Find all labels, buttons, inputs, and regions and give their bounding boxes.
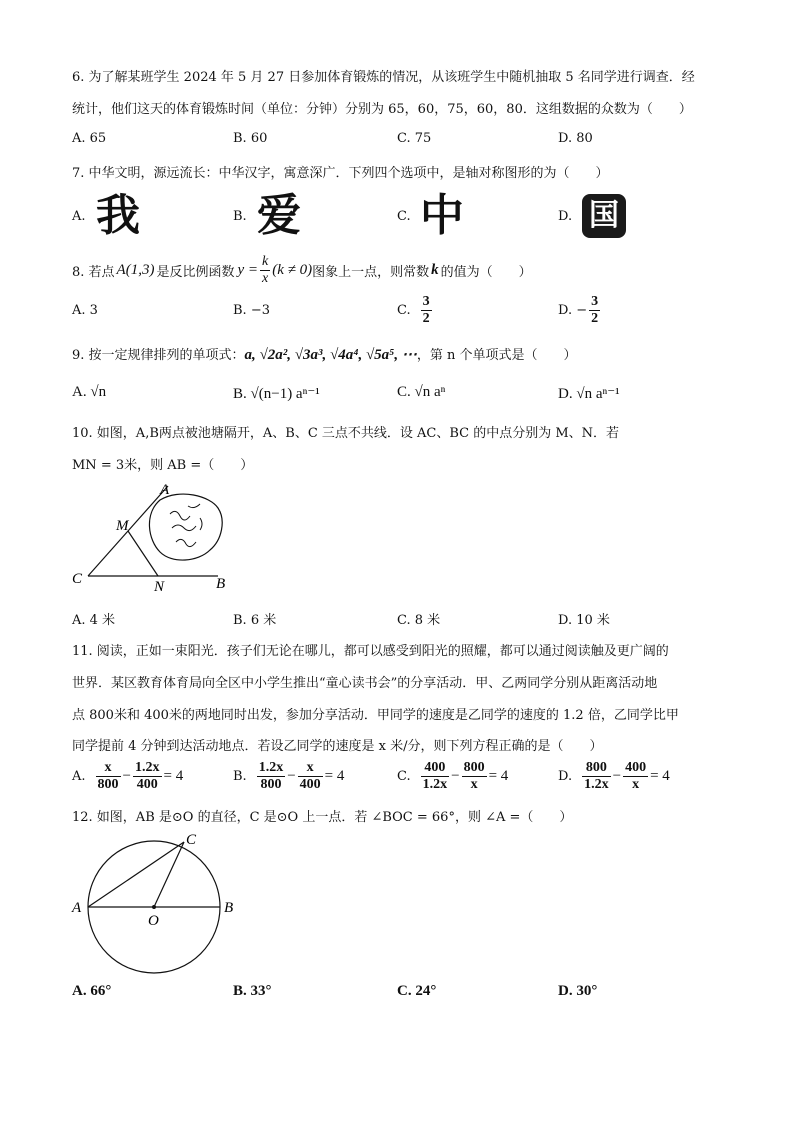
q8-stem (72, 254, 532, 287)
q12-option-d: D. 30° (558, 983, 598, 999)
q11-stem-line1: 11. 阅读，正如一束阳光．孩子们无论在哪儿，都可以感受到阳光的照耀，都可以通过阅读触及更广阔的 (72, 644, 669, 659)
q11-option-c-n2: 800 (463, 760, 485, 775)
q11-option-b-d2: 400 (299, 777, 321, 792)
q11-option-a-d1: 800 (97, 777, 119, 792)
q10-stem-line1: 10. 如图，A,B两点被池塘隔开，A、B、C 三点不共线．设 AC、BC 的中点分别为 M、N．若 (72, 426, 620, 441)
q11-option-c: C. $\frac{400}{1.2x}$ − $\frac{800}{x}$ = 4 (397, 760, 509, 792)
q10-label-c: C (72, 571, 83, 587)
q7-option-b-label: B. (233, 209, 247, 224)
q12-label-b: B (224, 900, 234, 916)
q8-func-y: y = (237, 262, 258, 278)
q6-option-a: A. 65 (72, 131, 107, 146)
q10-option-b: B. 6 米 (233, 613, 277, 628)
q8-cond: (k ≠ 0) (272, 262, 313, 278)
q8-option-c-den: 2 (422, 311, 430, 326)
q10-label-b: B (216, 576, 226, 592)
q11-option-a-d2: 400 (136, 777, 158, 792)
q12-label-c: C (186, 832, 197, 848)
q8-func-num: k (262, 254, 269, 269)
q7-glyph-guo-box (582, 194, 626, 238)
q7-option-c-label: C. (397, 209, 411, 224)
q6-option-b: B. 60 (233, 131, 268, 146)
q9-stem-pre: 9. 按一定规律排列的单项式： (72, 348, 245, 363)
q7-glyph-zhong: 中 (420, 190, 464, 241)
q8-option-a: A. 3 (72, 303, 98, 318)
q11-option-a-n1: x (96, 760, 121, 777)
q10-option-d: D. 10 米 (558, 613, 610, 628)
q7-option-d-label: D. (558, 209, 573, 224)
q8-tail1: 图象上一点，则常数 (312, 265, 430, 280)
q11-option-d-frac1 (582, 760, 611, 793)
q8-option-b: B. −3 (233, 303, 270, 318)
q8-k: k (431, 262, 439, 278)
q11-option-c-d2: x (470, 777, 478, 792)
q10-label-m: M (116, 518, 129, 534)
q11-option-b-n2: x (298, 760, 323, 777)
q9-option-d: D. √n aⁿ⁻¹ (558, 386, 620, 402)
q8-option-c-num: 3 (422, 294, 430, 309)
q9-stem-post: ，第 n 个单项式是（ ） (416, 348, 577, 363)
q11-option-c-rhs: = 4 (488, 768, 509, 784)
q11-option-b-rhs: = 4 (324, 768, 345, 784)
q7-option-a-label: A. (72, 209, 86, 224)
q11-option-a-label: A. (72, 769, 86, 784)
q7-glyph-guo: 国 (589, 198, 619, 233)
q8-option-d-den: 2 (591, 311, 599, 326)
q12-label-o: O (148, 913, 159, 929)
q11-option-c-d1: 1.2x (422, 777, 448, 792)
q11-option-b-frac2 (298, 760, 323, 793)
q10-figure (60, 478, 250, 598)
q8-mid: 是反比例函数 (156, 265, 235, 280)
q12-option-b: B. 33° (233, 983, 272, 999)
q11-option-d-n2: 400 (625, 760, 647, 775)
q6-option-d: D. 80 (558, 131, 593, 146)
q11-option-d-n1: 800 (582, 760, 611, 777)
q9-option-b: B. √(n−1) aⁿ⁻¹ (233, 386, 320, 402)
q8-func-den: x (262, 271, 269, 286)
q11-option-d: D. $\frac{800}{1.2x}$ − $\frac{400}{x}$ = 4 (558, 760, 670, 792)
q9-option-a: A. √n (72, 384, 107, 400)
q11-option-d-frac2 (623, 760, 648, 793)
q11-option-a-frac2 (133, 760, 162, 793)
q9-stem (72, 344, 577, 364)
q8-option-d-frac (589, 294, 600, 327)
q10-stem-line2: MN = 3米，则 AB =（ ） (72, 458, 254, 473)
q11-option-d-d1: 1.2x (584, 777, 609, 792)
q11-option-b-frac1 (257, 760, 286, 793)
q8-point: A(1,3) (116, 262, 155, 278)
q11-option-b: B. $\frac{1.2x}{800}$ − $\frac{x}{400}$ = 4 (233, 760, 345, 792)
q7-glyph-ai: 爱 (257, 190, 301, 241)
q10-label-a: A (160, 482, 170, 498)
q11-option-b-label: B. (233, 769, 247, 784)
q10-option-c: C. 8 米 (397, 613, 441, 628)
q11-option-a: A. $\frac{x}{800}$ − $\frac{1.2x}{400}$ = 4 (72, 760, 184, 792)
q8-option-c (397, 294, 434, 327)
q8-tail2: 的值为（ ） (440, 265, 532, 280)
q11-option-d-label: D. (558, 769, 573, 784)
q11-option-b-d1: 800 (260, 777, 282, 792)
q10-pond (149, 494, 222, 560)
q8-option-d-num: 3 (591, 294, 599, 309)
q12-label-a: A (72, 900, 82, 916)
q6-option-c: C. 75 (397, 131, 432, 146)
q11-option-b-n1: 1.2x (258, 760, 284, 775)
q11-stem-line3: 点 800米和 400米的两地同时出发，参加分享活动．甲同学的速度是乙同学的速度的 1.2 倍，乙同学比甲 (72, 708, 679, 723)
q11-stem-line4: 同学提前 4 分钟到达活动地点．若设乙同学的速度是 x 米/分，则下列方程正确的是（ ） (72, 739, 603, 754)
q12-stem: 12. 如图，AB 是⊙O 的直径，C 是⊙O 上一点．若 ∠BOC = 66°，则 ∠A =（ ） (72, 810, 573, 825)
q9-option-c: C. √n aⁿ (397, 384, 446, 400)
q12-center-dot (152, 905, 156, 909)
q11-option-a-frac1 (96, 760, 121, 793)
q8-option-c-frac (421, 294, 432, 327)
q12-figure (66, 828, 246, 988)
q8-func-frac (260, 254, 270, 287)
q6-stem-line2: 统计，他们这天的体育锻炼时间（单位：分钟）分别为 65，60，75，60，80．这组数据的众数为（ ） (72, 102, 692, 117)
q12-option-c: C. 24° (397, 983, 437, 999)
q11-option-c-frac2 (462, 760, 487, 793)
q7-glyph-wo: 我 (96, 190, 140, 241)
q8-num: 8. 若点 (72, 265, 115, 280)
q11-option-c-label: C. (397, 769, 411, 784)
q8-option-c-label: C. (397, 303, 411, 318)
q12-option-a: A. 66° (72, 983, 112, 999)
q8-option-d-label: D. − (558, 303, 588, 318)
q7-stem: 7. 中华文明，源远流长：中华汉字，寓意深广．下列四个选项中，是轴对称图形的为（ ） (72, 166, 609, 181)
q11-option-d-rhs: = 4 (650, 768, 670, 784)
q10-option-a: A. 4 米 (72, 613, 116, 628)
q11-stem-line2: 世界．某区教育体育局向全区中小学生推出“童心读书会”的分享活动．甲、乙两同学分别从距离活动地 (72, 676, 658, 691)
q11-option-c-frac1 (421, 760, 450, 793)
q11-option-d-d2: x (632, 777, 640, 792)
q11-option-a-n2: 1.2x (135, 760, 160, 775)
q11-option-c-n1: 400 (421, 760, 450, 777)
q8-option-d (558, 294, 602, 327)
q6-stem-line1: 6. 为了解某班学生 2024 年 5 月 27 日参加体育锻炼的情况，从该班学生中随机抽取 5 名同学进行调查．经 (72, 70, 695, 85)
q11-option-a-rhs: = 4 (163, 768, 184, 784)
q9-sequence: a, √2a², √3a³, √4a⁴, √5a⁵, ⋯ (244, 347, 417, 363)
q10-label-n: N (154, 579, 165, 595)
